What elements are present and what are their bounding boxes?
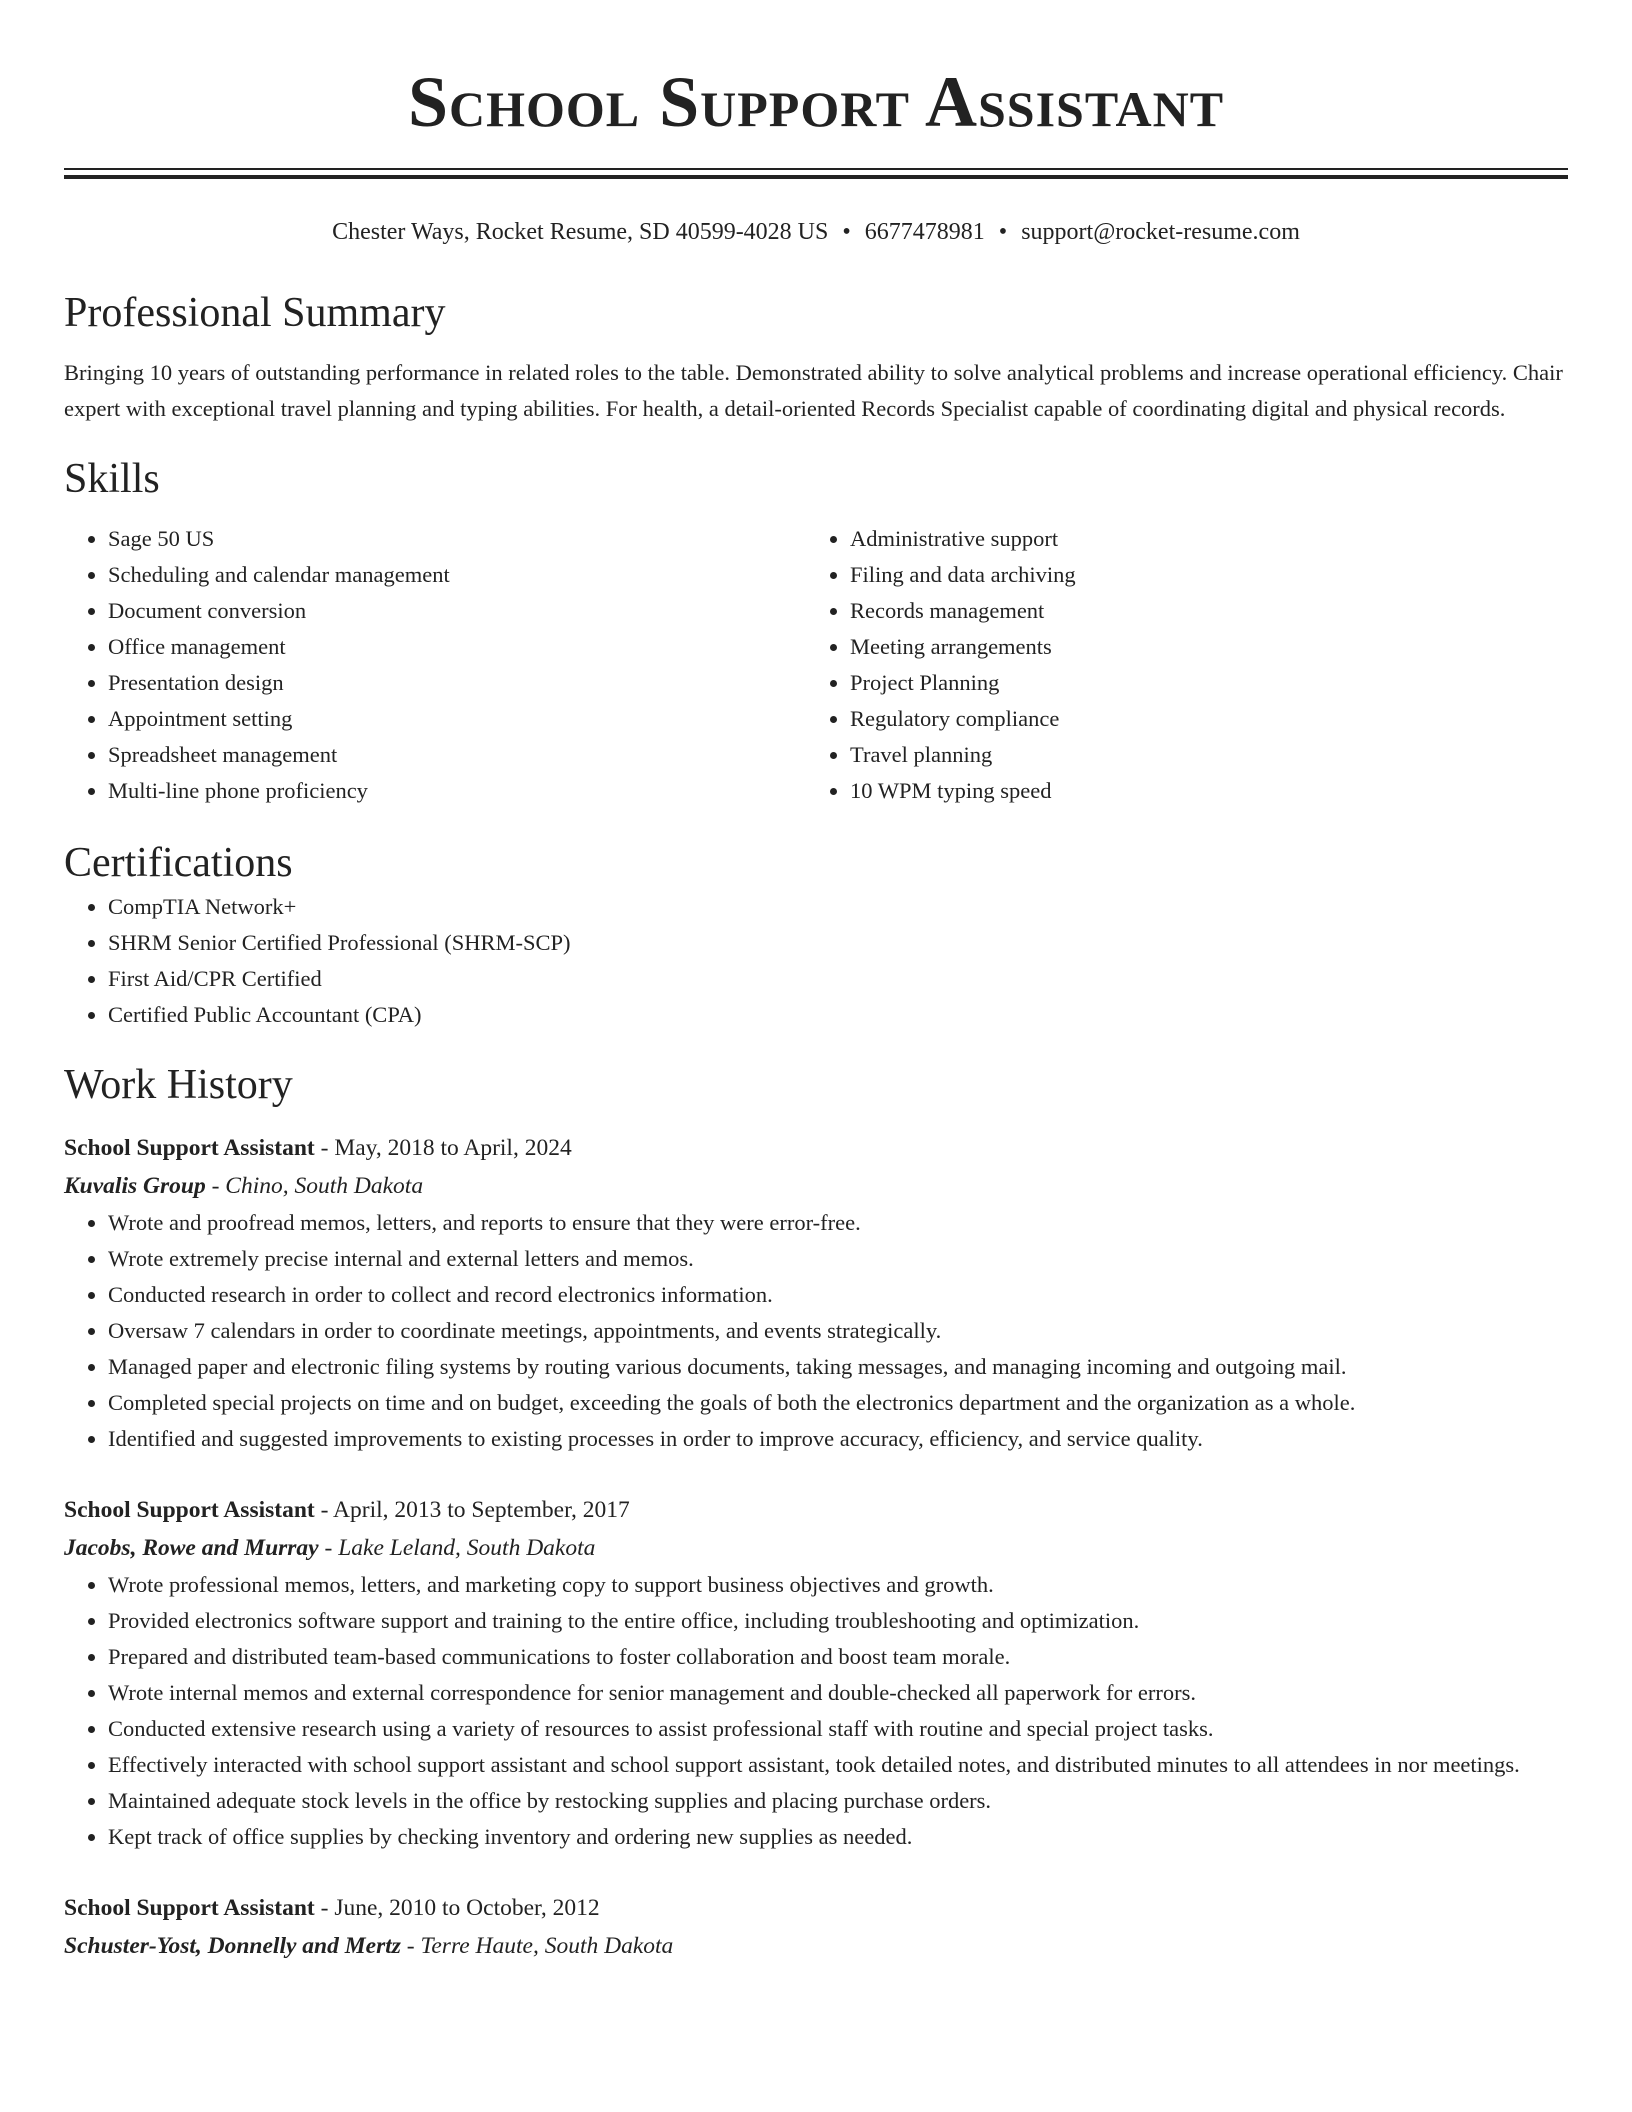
job-entry — [64, 1491, 1568, 1855]
summary-text: Bringing 10 years of outstanding performance in related roles to the table. Demonstrated ability to solve analytical problems and increase operational efficiency. Chair expert with exceptional travel planning and typing abilities. For health, a detail-oriented Records Specialist capable of coordinating digital and physical records. — [64, 360, 1563, 421]
job-bullet: • Maintained adequate stock levels in the office by restocking supplies and placing purchase orders. — [108, 1783, 1568, 1819]
skills-list-left — [64, 521, 806, 809]
job-bullet: • Prepared and distributed team-based communications to foster collaboration and boost team morale. — [108, 1639, 1568, 1675]
job-bullet: • Conducted extensive research using a variety of resources to assist professional staff with routine and special project tasks. — [108, 1711, 1568, 1747]
job-dates: - April, 2013 to September, 2017 — [314, 1497, 630, 1523]
section-title-certifications: Certifications — [64, 840, 293, 886]
skills-columns — [64, 521, 1568, 809]
job-entry — [64, 1129, 1568, 1457]
skill-item: • Filing and data archiving — [850, 557, 1548, 593]
job-bullet: • Identified and suggested improvements to existing processes in order to improve accuracy, efficiency, and service quality. — [108, 1421, 1568, 1457]
job-role: School Support Assistant — [64, 1135, 315, 1161]
job-company-line — [64, 1529, 1568, 1567]
skills-column-left — [64, 521, 806, 809]
job-bullet: • Completed special projects on time and on budget, exceeding the goals of both the electronics department and the organization as a whole. — [108, 1385, 1568, 1421]
contact-line — [64, 217, 1568, 247]
job-bullet: • Wrote professional memos, letters, and marketing copy to support business objectives and growth. — [108, 1567, 1568, 1603]
contact-email: support@rocket-resume.com — [1021, 219, 1300, 245]
skill-item: • Office management — [108, 629, 806, 665]
section-title-work-history: Work History — [64, 1062, 293, 1108]
job-dates: - May, 2018 to April, 2024 — [314, 1135, 572, 1161]
job-role: School Support Assistant — [64, 1497, 315, 1523]
skill-item: • Sage 50 US — [108, 521, 806, 557]
contact-separator: • — [842, 219, 851, 245]
job-company-line — [64, 1927, 1568, 1965]
skill-item: • Meeting arrangements — [850, 629, 1548, 665]
job-bullet: • Effectively interacted with school support assistant and school support assistant, took detailed notes, and distributed minutes to all attendees in nor meetings. — [108, 1747, 1568, 1783]
skill-item: • Spreadsheet management — [108, 737, 806, 773]
skill-item: • Presentation design — [108, 665, 806, 701]
job-company-line — [64, 1167, 1568, 1205]
skills-list-right — [806, 521, 1548, 809]
certification-item: • CompTIA Network+ — [108, 889, 1568, 925]
job-bullet: • Managed paper and electronic filing systems by routing various documents, taking messages, and managing incoming and outgoing mail. — [108, 1349, 1568, 1385]
job-entry — [64, 1889, 1568, 1965]
job-role: School Support Assistant — [64, 1895, 315, 1921]
contact-address: Chester Ways, Rocket Resume, SD 40599-4028 US — [332, 219, 829, 245]
job-company: Schuster-Yost, Donnelly and Mertz — [64, 1933, 401, 1959]
skill-item: • Appointment setting — [108, 701, 806, 737]
job-company: Kuvalis Group — [64, 1173, 206, 1199]
skill-item: • Project Planning — [850, 665, 1548, 701]
contact-phone: 6677478981 — [864, 219, 985, 245]
skill-item: • Travel planning — [850, 737, 1548, 773]
job-bullet: • Wrote and proofread memos, letters, and reports to ensure that they were error-free. — [108, 1205, 1568, 1241]
job-bullet: • Oversaw 7 calendars in order to coordinate meetings, appointments, and events strategically. — [108, 1313, 1568, 1349]
skill-item: • Records management — [850, 593, 1548, 629]
job-company: Jacobs, Rowe and Murray — [64, 1535, 319, 1561]
job-heading — [64, 1889, 1568, 1927]
skill-item: • Document conversion — [108, 593, 806, 629]
skill-item: • Administrative support — [850, 521, 1548, 557]
header-double-rule — [64, 168, 1568, 179]
job-dates: - June, 2010 to October, 2012 — [314, 1895, 600, 1921]
job-bullet-list — [64, 1567, 1568, 1855]
section-title-skills: Skills — [64, 456, 160, 502]
certification-item: • SHRM Senior Certified Professional (SHRM-SCP) — [108, 925, 1568, 961]
job-location: - Chino, South Dakota — [205, 1173, 424, 1199]
skill-item: • Scheduling and calendar management — [108, 557, 806, 593]
job-location: - Terre Haute, South Dakota — [400, 1933, 674, 1959]
certification-item: • Certified Public Accountant (CPA) — [108, 997, 1568, 1033]
job-bullet: • Conducted research in order to collect and record electronics information. — [108, 1277, 1568, 1313]
resume-name-heading: School Support Assistant — [407, 62, 1225, 142]
section-title-summary: Professional Summary — [64, 290, 446, 336]
job-heading — [64, 1129, 1568, 1167]
job-location: - Lake Leland, South Dakota — [318, 1535, 596, 1561]
certifications-list — [64, 889, 1568, 1033]
job-heading — [64, 1491, 1568, 1529]
skill-item: • Regulatory compliance — [850, 701, 1548, 737]
skill-item: • Multi-line phone proficiency — [108, 773, 806, 809]
job-bullet: • Wrote internal memos and external correspondence for senior management and double-checked all paperwork for errors. — [108, 1675, 1568, 1711]
contact-separator: • — [998, 219, 1008, 245]
job-bullet: • Provided electronics software support and training to the entire office, including troubleshooting and optimization. — [108, 1603, 1568, 1639]
skill-item: • 10 WPM typing speed — [850, 773, 1548, 809]
job-bullet: • Kept track of office supplies by checking inventory and ordering new supplies as needed. — [108, 1819, 1568, 1855]
certification-item: • First Aid/CPR Certified — [108, 961, 1568, 997]
job-bullet: • Wrote extremely precise internal and external letters and memos. — [108, 1241, 1568, 1277]
job-bullet-list — [64, 1205, 1568, 1457]
skills-column-right — [806, 521, 1548, 809]
